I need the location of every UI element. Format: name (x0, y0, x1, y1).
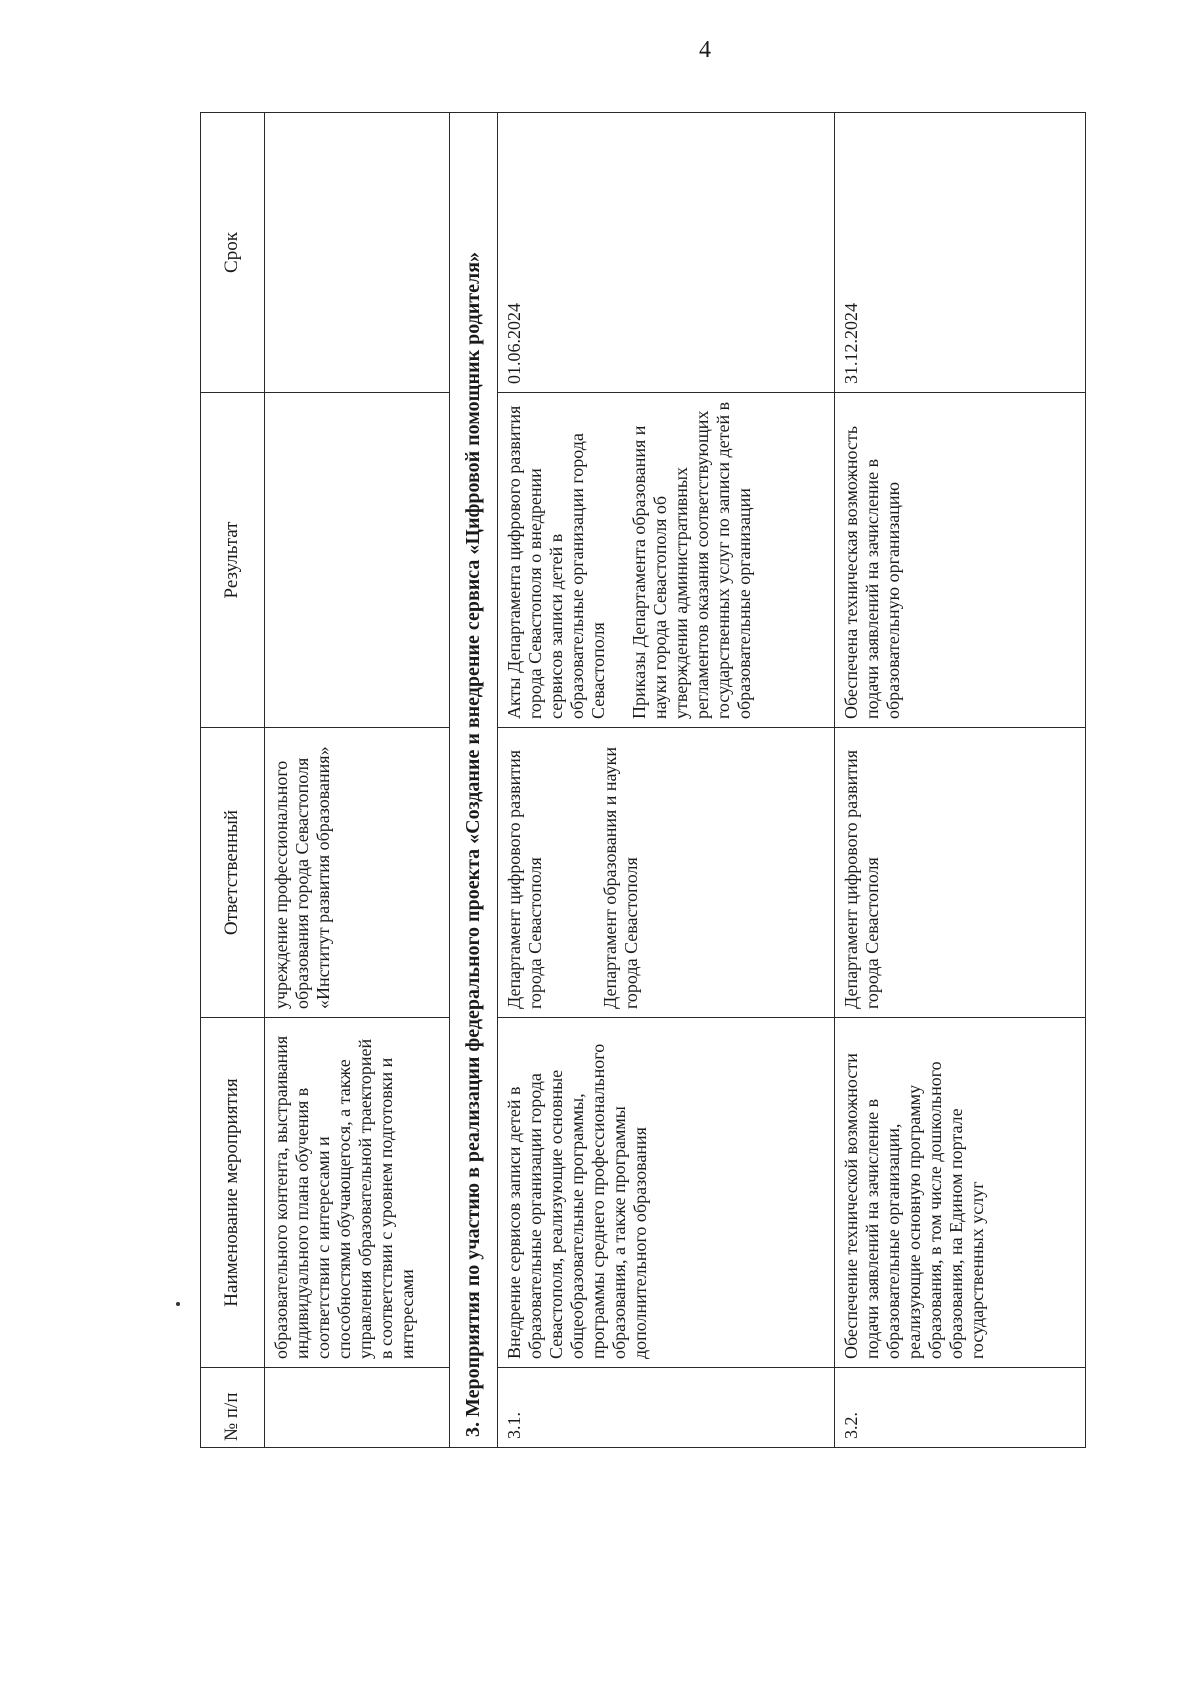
section-row (450, 113, 498, 1448)
row-result-primary: Акты Департамента цифрового развития города Севастополя о внедрении сервисов записи детей в образовательные организации города Севастополя (504, 405, 609, 719)
cell-gap (609, 401, 629, 719)
table-row (835, 113, 1086, 1448)
row-number-cell: 3.2. (835, 1368, 1086, 1448)
row-deadline-cell: 31.12.2024 (835, 113, 1086, 393)
row-responsible-cell: Департамент цифрового развития города Севастополя (835, 728, 1086, 1018)
table-header-row (201, 113, 265, 1448)
row-result-cell (498, 393, 835, 728)
row-responsible-primary: Департамент цифрового развития города Севастополя (504, 749, 546, 1009)
continuation-number-cell (265, 1368, 450, 1448)
row-responsible-cell (498, 728, 835, 1018)
continuation-name-cell: образовательного контента, выстраивания индивидуального плана обучения в соответствии с интересами и способностями обучающегося, а также управления образовательной траекторией в соответствии с уровнем подготовки и интересами (265, 1018, 450, 1368)
table-row-continuation (265, 113, 450, 1448)
table-row (498, 113, 835, 1448)
cell-gap (546, 736, 600, 1009)
row-result-secondary: Приказы Департамента образования и науки города Севастополя об утверждении административных регламентов оказания соответствующих государственных услуг по записи детей в образовательные организации (629, 401, 755, 719)
header-number: № п/п (201, 1368, 265, 1448)
continuation-deadline-cell (265, 113, 450, 393)
header-responsible: Ответственный (201, 728, 265, 1018)
measures-table-rotated (200, 113, 1085, 1448)
row-number-cell: 3.1. (498, 1368, 835, 1448)
row-name-cell: Внедрение сервисов записи детей в образовательные организации города Севастополя, реализующие основные общеобразовательные программы, программы среднего профессионального образования, а также программы дополнительного образования (498, 1018, 835, 1368)
row-name-cell: Обеспечение технической возможности подачи заявлений на зачисление в образовательные организации, реализующие основную программу образования, в том числе дошкольного образования, на Едином портале государственных услуг (835, 1018, 1086, 1368)
header-deadline: Срок (201, 113, 265, 393)
row-result-cell: Обеспечена техническая возможность подачи заявлений на зачисление в образовательную организацию (835, 393, 1086, 728)
page-number: 4 (699, 37, 711, 63)
continuation-result-cell (265, 393, 450, 728)
row-deadline-cell: 01.06.2024 (498, 113, 835, 393)
continuation-responsible-cell: учреждение профессионального образования города Севастополя «Институт развития образования» (265, 728, 450, 1018)
header-result: Результат (201, 393, 265, 728)
section-title: 3. Мероприятия по участию в реализации федерального проекта «Создание и внедрение сервиса «Цифровой помощник родителя» (450, 113, 498, 1448)
header-name: Наименование мероприятия (201, 1018, 265, 1368)
row-responsible-secondary: Департамент образования и науки города Севастополя (600, 747, 642, 1009)
measures-table (200, 112, 1086, 1448)
scan-speck (176, 1302, 180, 1306)
